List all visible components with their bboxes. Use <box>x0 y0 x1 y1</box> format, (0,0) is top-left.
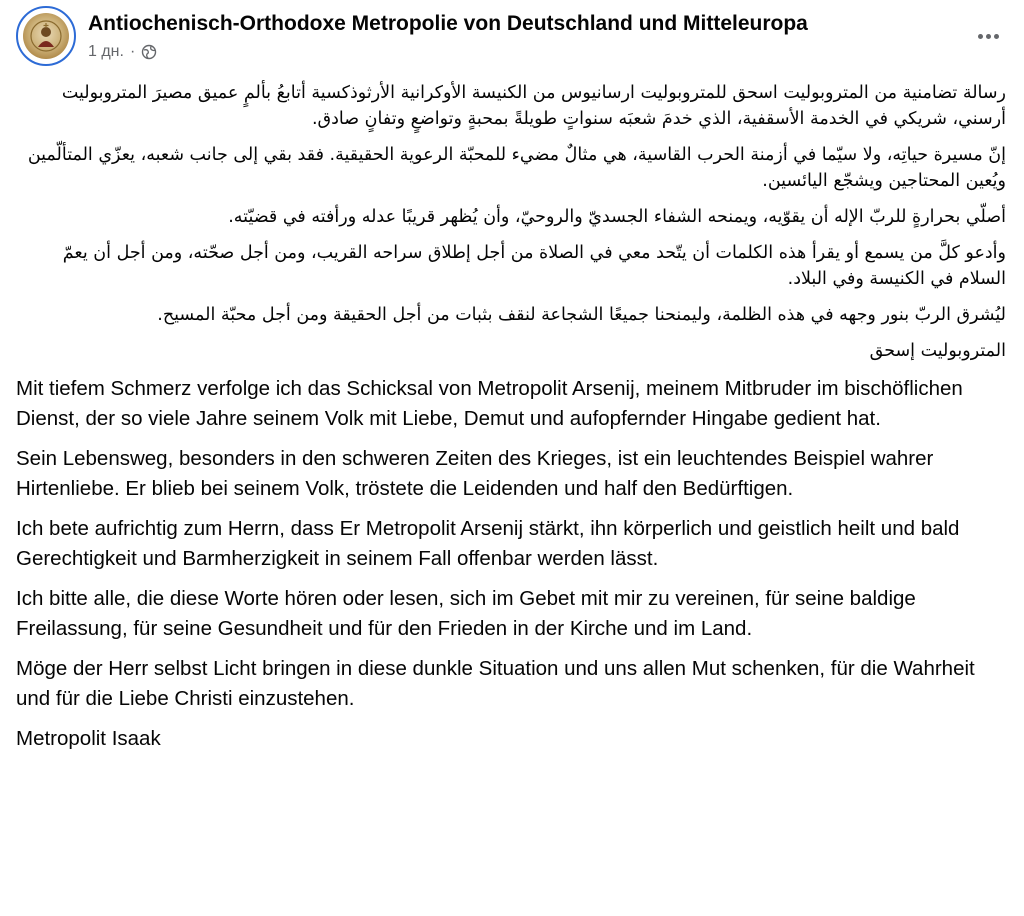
arabic-paragraph: أصلّي بحرارةٍ للربّ الإله أن يقوّيه، ويمنحه الشفاء الجسديّ والروحيّ، وأن يُظهر قريبًا عدله ورأفته في قضيّته. <box>228 207 1006 227</box>
post-timestamp[interactable]: 1 дн. <box>88 43 124 60</box>
german-signature: Metropolit Isaak <box>16 727 161 750</box>
arabic-paragraph: إنّ مسيرة حياتِه، ولا سيّما في أزمنة الحرب القاسية، هي مثالٌ مضيء للمحبّة الرعوية الحقيقية. فقد بقي إلى جانب شعبه، يعزّي المتألّمين ويُعين المحتاجين ويشجّع اليائسين. <box>27 145 1006 191</box>
more-options-button[interactable] <box>970 18 1006 54</box>
post-header <box>0 0 1024 76</box>
german-paragraph: Sein Lebensweg, besonders in den schweren Zeiten des Krieges, ist ein leuchtendes Beispiel wahrer Hirtenliebe. Er blieb bei seinem Volk, tröstete die Leidenden und half den Bedürftigen. <box>16 447 934 500</box>
page-name-link[interactable]: Antiochenisch-Orthodoxe Metropolie von Deutschland und Mitteleuropa <box>88 12 808 35</box>
more-horizontal-icon <box>978 34 983 39</box>
german-paragraph: Möge der Herr selbst Licht bringen in diese dunkle Situation und uns allen Mut schenken, für die Wahrheit und für die Liebe Christi einzustehen. <box>16 657 975 710</box>
page-avatar[interactable] <box>16 6 76 66</box>
post-meta <box>88 42 157 62</box>
church-logo-icon <box>23 13 69 59</box>
arabic-paragraph: وأدعو كلَّ من يسمع أو يقرأ هذه الكلمات أن يتّحد معي في الصلاة من أجل إطلاق سراحه القريب، ومن أجل صحّته، ومن أجل أن يعمّ السلام في الكنيسة وفي البلاد. <box>62 243 1006 289</box>
arabic-paragraph: ليُشرق الربّ بنور وجهه في هذه الظلمة، وليمنحنا جميعًا الشجاعة لنقف بثبات من أجل الحقيقة ومن أجل محبّة المسيح. <box>157 305 1006 325</box>
german-paragraph: Ich bete aufrichtig zum Herrn, dass Er Metropolit Arsenij stärkt, ihn körperlich und geistlich heilt und bald Gerechtigkeit und Barmherzigkeit in seinem Fall offenbar werden lässt. <box>16 517 960 570</box>
arabic-paragraph: رسالة تضامنية من المتروبوليت اسحق للمتروبوليت ارسانيوس من الكنيسة الأوكرانية الأرثوذكسية أتابعُ بألمٍ عميق مصيرَ المتروبوليت أرسني، شريكي في الخدمة الأسقفية، الذي خدمَ شعبَه سنواتٍ طويلةً بمحبةٍ وتواضعٍ وتفانٍ صادق. <box>61 83 1006 129</box>
globe-icon[interactable] <box>141 44 157 60</box>
meta-separator: · <box>129 43 136 60</box>
german-paragraph: Mit tiefem Schmerz verfolge ich das Schicksal von Metropolit Arsenij, meinem Mitbruder im bischöflichen Dienst, der so viele Jahre seinem Volk mit Liebe, Demut und aufopfernder Hingabe gedient hat. <box>16 377 963 430</box>
german-paragraph: Ich bitte alle, die diese Worte hören oder lesen, sich im Gebet mit mir zu vereinen, für seine baldige Freilassung, für seine Gesundheit und für den Frieden in der Kirche und im Land. <box>16 587 916 640</box>
arabic-signature: المتروبوليت إسحق <box>869 341 1006 361</box>
post-body <box>0 80 1024 764</box>
